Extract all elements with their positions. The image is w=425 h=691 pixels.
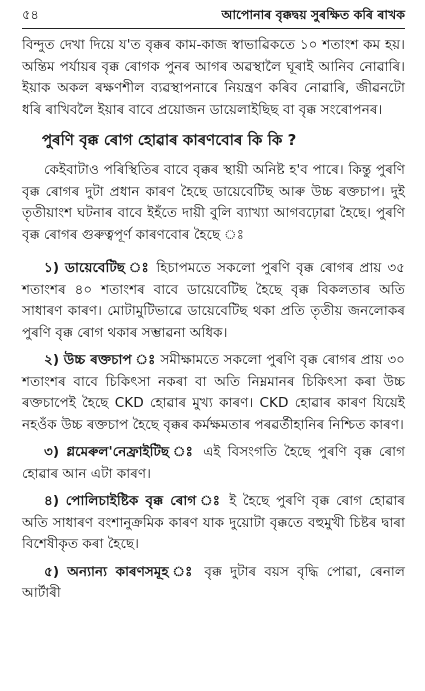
cause-title: গ্লমেৰুল'নেফ্ৰাইটিছ ঃ — [66, 444, 196, 460]
cause-item — [22, 491, 405, 556]
intro-paragraph: বিন্দুত দেখা দিয়ে য'ত বৃক্কৰ কাম-কাজ স্বাভাৱিকতে ১০ শতাংশ কম হয়। অন্তিম পৰ্যায়ৰ বৃক্ক ৰোগক পুনৰ আগৰ অৱস্থালৈ ঘূৰাই আনিব নোৱাৰি। ইয়াক অকল ৰক্ষণশীল ব্যৱস্থাপনাৰে নিয়ন্ত্ৰণ কৰিব নোৱাৰি, জীৱনটো ধৰি ৰাখিবলৈ ইয়াৰ বাবে প্ৰয়োজন ডায়েলাইছিছ বা বৃক্ক সংৰোপনৰ। — [22, 37, 405, 118]
cause-number: ৫) — [44, 563, 60, 580]
cause-title: ডায়েবেটিছ ঃ — [65, 260, 151, 276]
cause-item — [22, 350, 405, 436]
cause-text: এই বিসংগতি হৈছে পুৰণি বৃক্ক ৰোগ হোৱাৰ আন এটা কাৰণ। — [22, 444, 405, 482]
cause-item — [22, 442, 405, 485]
section-paragraph: কেইবাটাও পৰিস্থিতিৰ বাবে বৃক্কৰ স্থায়ী অনিষ্ট হ'ব পাৰে। কিন্তু পুৰণি বৃক্ক ৰোগৰ দুটা প্ৰধান কাৰণ হৈছে ডায়েবেটিছ আৰু উচ্চ ৰক্তচাপ। দুই তৃতীয়াংশ ঘটনাৰ বাবে ইহঁতে দায়ী বুলি ব্যাখ্যা আগবঢ়োৱা হৈছে। পুৰণি বৃক্ক ৰোগৰ গুৰুত্বপূৰ্ণ কাৰণবোৰ হৈছে ঃ — [22, 162, 405, 243]
cause-title: উচ্চ ৰক্তচাপ ঃ — [63, 352, 156, 368]
cause-item — [22, 562, 405, 605]
cause-number: ৪) — [44, 493, 60, 509]
cause-text: সমীক্ষামতে সকলো পুৰণি বৃক্ক ৰোগৰ প্ৰায় ৩০ শতাংশৰ বাবে চিকিৎসা নকৰা বা অতি নিম্নমানৰ চিকিৎসা কৰা উচ্চ ৰক্তচাপেই হৈছে CKD হোৱাৰ মুখ্য কাৰণ। CKD হোৱাৰ কাৰণ যিয়েই নহওঁক উচ্চ ৰক্তচাপ হৈছে বৃক্কৰ কৰ্মক্ষমতাৰ পৰৱৰ্তীহানিৰ নিশ্চিত কাৰণ। — [22, 352, 405, 433]
cause-text: ই হৈছে পুৰণি বৃক্ক ৰোগ হোৱাৰ অতি সাধাৰণ বংশানুক্ৰমিক কাৰণ যাক দুয়োটা বৃক্কতে বহুমুখী চিষ্টৰ দ্বাৰা বিশেষীকৃত কৰা হৈছে। — [22, 493, 406, 552]
section-heading: পুৰণি বৃক্ক ৰোগ হোৱাৰ কাৰণবোৰ কি কি ? — [42, 131, 297, 149]
page-number: ৫৪ — [22, 8, 39, 23]
cause-title: অন্যান্য কাৰণসমূহ ঃ — [67, 563, 197, 580]
header-rule — [22, 28, 405, 29]
cause-number: ২) — [44, 352, 60, 368]
cause-text: হিচাপমতে সকলো পুৰণি বৃক্ক ৰোগৰ প্ৰায় ৩৫ শতাংশৰ ৪০ শতাংশৰ বাবে ডায়েবেটিছ হৈছে বৃক্ক বিকলতাৰ অতি সাধাৰণ কাৰণ। মোটামুটিভাৱে ডায়েবেটিছ থকা প্ৰতি তৃতীয় জনলোকৰ পুৰণি বৃক্ক ৰোগ থকাৰ সম্ভাৱনা অধিক। — [22, 260, 405, 341]
running-header — [22, 6, 405, 26]
cause-text: বৃক্ক দুটাৰ বয়স বৃদ্ধি পোৱা, ৰেনাল আৰ্টাৰী — [22, 563, 405, 601]
cause-item — [22, 258, 405, 344]
running-title: আপোনাৰ বৃক্কদ্বয় সুৰক্ষিত কৰি ৰাখক — [221, 7, 405, 22]
cause-number: ১) — [44, 260, 60, 276]
cause-number: ৩) — [44, 444, 60, 460]
cause-title: পোলিচাইষ্টিক বৃক্ক ৰোগ ঃ — [65, 493, 223, 509]
